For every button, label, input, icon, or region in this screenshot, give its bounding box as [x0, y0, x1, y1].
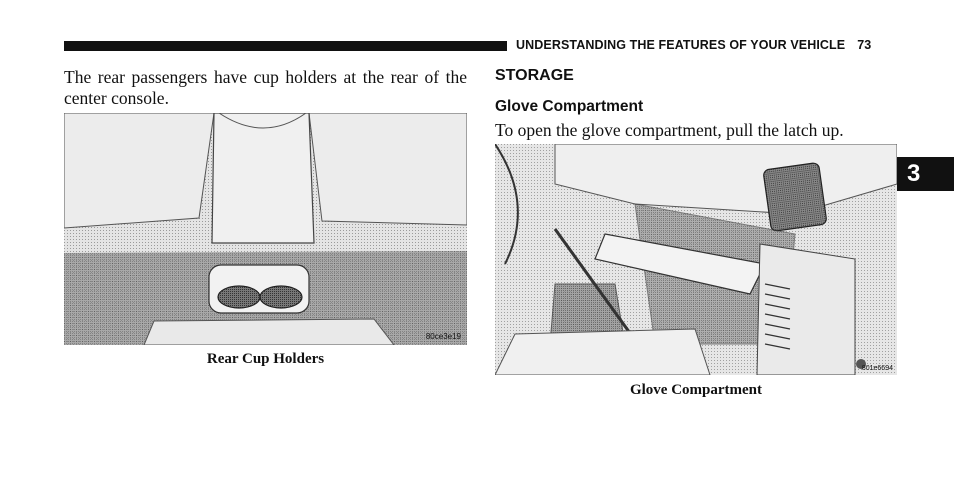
- glove-compartment-drawing: [495, 144, 897, 375]
- page-number: 73: [857, 38, 872, 52]
- figure-caption-glove-compartment: Glove Compartment: [629, 382, 763, 398]
- figure-code: 80ce3e19: [425, 332, 461, 341]
- section-heading: STORAGE: [495, 67, 574, 84]
- sub-heading: Glove Compartment: [495, 98, 644, 115]
- cup-holders-drawing: [64, 113, 467, 345]
- figure-code: 801e6694: [861, 365, 893, 372]
- glove-instruction: To open the glove compartment, pull the latch up.: [495, 120, 844, 140]
- figure-caption-rear-cup-holders: Rear Cup Holders: [206, 351, 325, 367]
- rear-cup-holders-illustration: [64, 113, 467, 345]
- cup-holder-paragraph: The rear passengers have cup holders at the rear of the center console.: [64, 67, 467, 108]
- glove-compartment-illustration: [495, 144, 897, 375]
- header-title: UNDERSTANDING THE FEATURES OF YOUR VEHICLE: [516, 38, 846, 52]
- header-rule: [64, 41, 507, 51]
- running-header: [516, 38, 871, 52]
- chapter-tab: 3: [897, 157, 954, 191]
